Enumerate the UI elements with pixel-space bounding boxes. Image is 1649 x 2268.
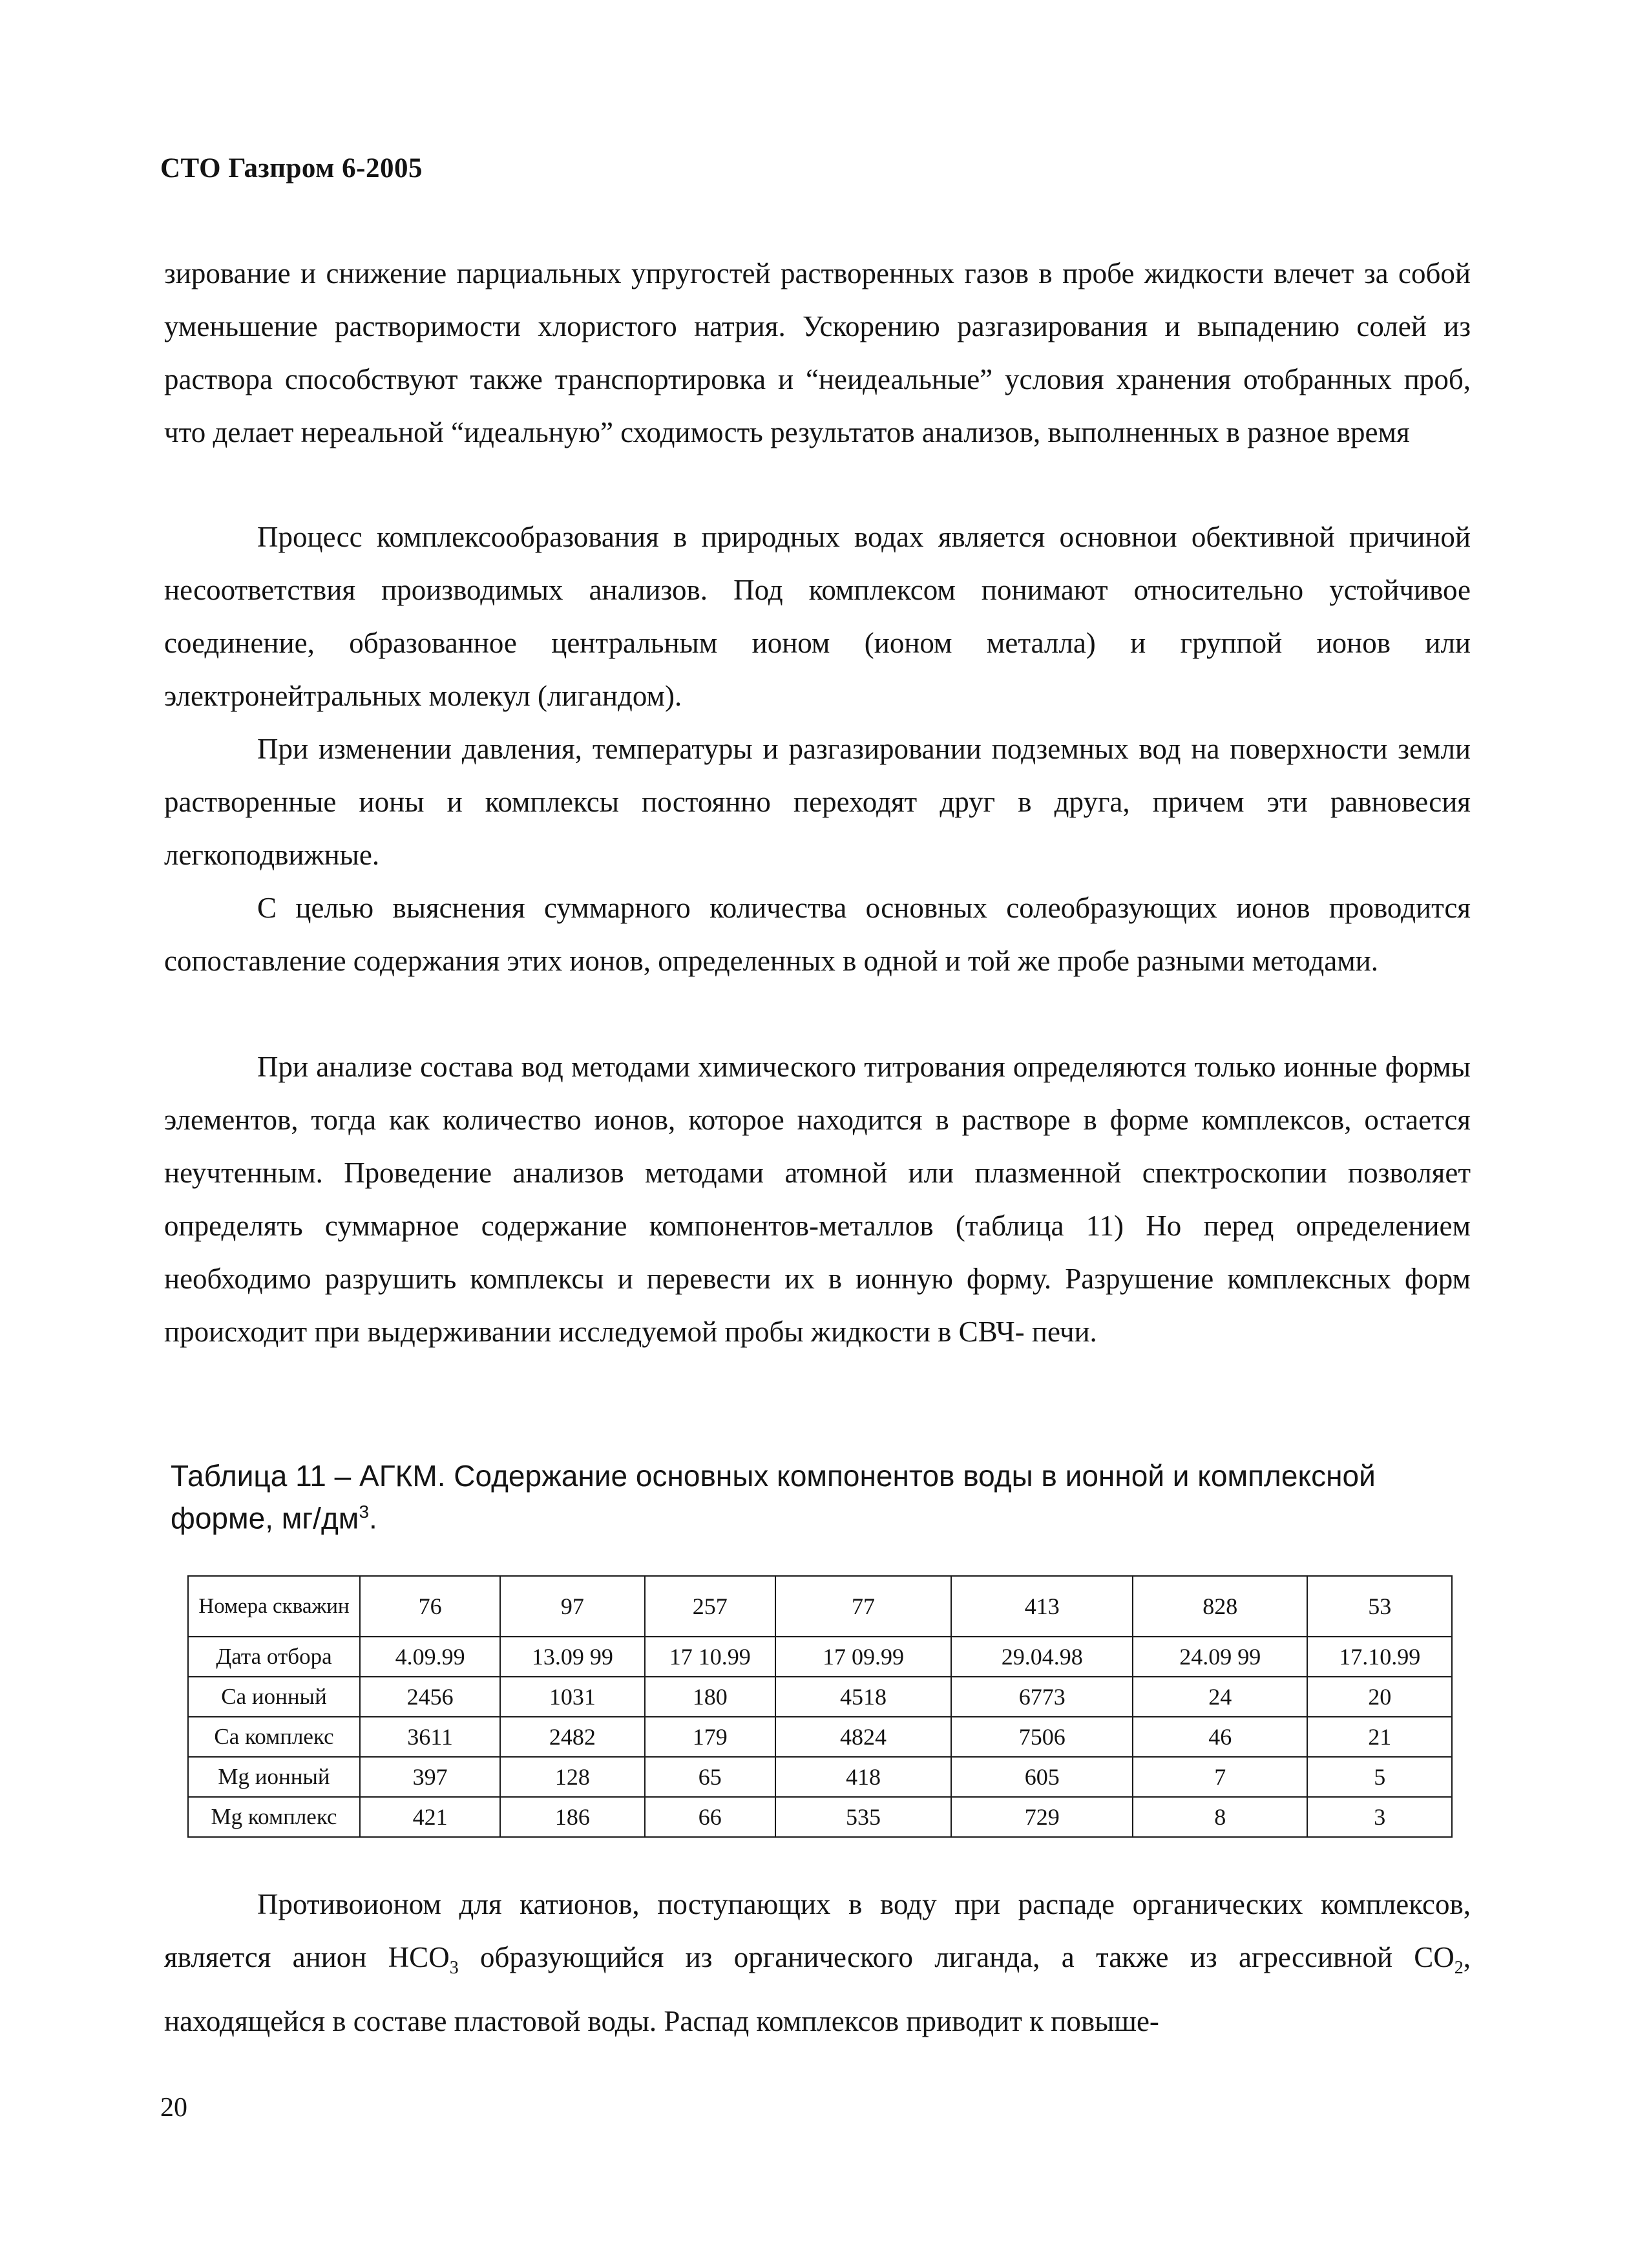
table-caption-end: . xyxy=(369,1501,377,1535)
table-cell: 66 xyxy=(645,1797,775,1837)
table-row xyxy=(188,1637,1452,1677)
table-caption-superscript: 3 xyxy=(359,1502,370,1522)
table-row-label: Mg комплекс xyxy=(188,1797,360,1837)
table-cell: 4824 xyxy=(775,1717,951,1757)
table-header-cell: 76 xyxy=(360,1576,500,1637)
table-cell: 65 xyxy=(645,1757,775,1797)
table-cell: 46 xyxy=(1133,1717,1307,1757)
paragraph-5: При анализе состава вод методами химического титрования определяются только ионные формы элементов, тогда как количество ионов, которое находится в растворе в форме комплексов, остается неучтенным. Проведение анализов методами атомной или плазменной спектроскопии позволяет определять суммарное содержание компонентов-металлов (таблица 11) Но перед определением необходимо разрушить комплексы и перевести их в ионную форму. Разрушение комплексных форм происходит при выдерживании исследуемой пробы жидкости в СВЧ- печи. xyxy=(164,1051,1471,1348)
table-caption xyxy=(171,1458,1469,1536)
table-row xyxy=(188,1677,1452,1717)
paragraph-1: зирование и снижение парциальных упругостей растворенных газов в пробе жидкости влечет за собой уменьшение растворимости хлористого натрия. Ускорению разгазирования и выпадению солей из раствора способствуют также транспортировка и “неидеальные” условия хранения отобранных проб, что делает нереальной “идеальную” сходимость результатов анализов, выполненных в разное время xyxy=(164,257,1471,448)
table-cell: 3611 xyxy=(360,1717,500,1757)
document-header: СТО Газпром 6-2005 xyxy=(160,153,423,184)
table-cell: 24 xyxy=(1133,1677,1307,1717)
table-cell: 2482 xyxy=(500,1717,644,1757)
table-cell: 418 xyxy=(775,1757,951,1797)
table-cell: 13.09 99 xyxy=(500,1637,644,1677)
table-caption-text: Таблица 11 – АГКМ. Содержание основных компонентов воды в ионной и комплексной форме, мг/дм xyxy=(171,1459,1376,1535)
table-cell: 17 10.99 xyxy=(645,1637,775,1677)
paragraph-6 xyxy=(164,1878,1471,2048)
table-cell: 17.10.99 xyxy=(1307,1637,1452,1677)
table-header-cell: 97 xyxy=(500,1576,644,1637)
table-cell: 180 xyxy=(645,1677,775,1717)
co2-subscript: 2 xyxy=(1454,1958,1464,1978)
table-cell: 8 xyxy=(1133,1797,1307,1837)
table-cell: 5 xyxy=(1307,1757,1452,1797)
components-table xyxy=(187,1575,1453,1838)
table-row xyxy=(188,1797,1452,1837)
paragraph-6-part-2: образующийся из органического лиганда, а также из агрессивной СО xyxy=(458,1941,1455,1973)
table-row xyxy=(188,1717,1452,1757)
table-header-cell: 77 xyxy=(775,1576,951,1637)
table-header-cell: 828 xyxy=(1133,1576,1307,1637)
table-cell: 3 xyxy=(1307,1797,1452,1837)
table-row-label: Mg ионный xyxy=(188,1757,360,1797)
table-cell: 4518 xyxy=(775,1677,951,1717)
table-header-cell: 413 xyxy=(951,1576,1133,1637)
table-header-label: Номера скважин xyxy=(188,1576,360,1637)
table-header-cell: 257 xyxy=(645,1576,775,1637)
table-cell: 17 09.99 xyxy=(775,1637,951,1677)
table-cell: 20 xyxy=(1307,1677,1452,1717)
table-cell: 186 xyxy=(500,1797,644,1837)
table-cell: 421 xyxy=(360,1797,500,1837)
table-cell: 1031 xyxy=(500,1677,644,1717)
table-row-label: Дата отбора xyxy=(188,1637,360,1677)
table-cell: 6773 xyxy=(951,1677,1133,1717)
table-cell: 179 xyxy=(645,1717,775,1757)
table-row xyxy=(188,1757,1452,1797)
paragraph-2: Процесс комплексообразования в природных водах является основнои обективной причиной несоответствия производимых анализов. Под комплексом понимают относительно устойчивое соединение, образованное центральным ионом (ионом металла) и группой ионов или электронейтральных молекул (лигандом). xyxy=(164,521,1471,712)
table-cell: 7 xyxy=(1133,1757,1307,1797)
table-cell: 4.09.99 xyxy=(360,1637,500,1677)
table-cell: 2456 xyxy=(360,1677,500,1717)
paragraph-6-part-3: , находящейся в составе пластовой воды. Распад комплексов приводит к повыше- xyxy=(164,1941,1471,2037)
table-row-label: Са комплекс xyxy=(188,1717,360,1757)
table-cell: 24.09 99 xyxy=(1133,1637,1307,1677)
paragraph-4: С целью выяснения суммарного количества основных солеобразующих ионов проводится сопоставление содержания этих ионов, определенных в одной и той же пробе разными методами. xyxy=(164,892,1471,977)
paragraph-3: При изменении давления, температуры и разгазировании подземных вод на поверхности земли растворенные ионы и комплексы постоянно переходят друг в друга, причем эти равновесия легкоподвижные. xyxy=(164,733,1471,871)
table-cell: 605 xyxy=(951,1757,1133,1797)
table-cell: 29.04.98 xyxy=(951,1637,1133,1677)
table-cell: 128 xyxy=(500,1757,644,1797)
table-header-row xyxy=(188,1576,1452,1637)
table-cell: 21 xyxy=(1307,1717,1452,1757)
table-row-label: Са ионный xyxy=(188,1677,360,1717)
hco3-subscript: 3 xyxy=(449,1958,459,1978)
table-header-cell: 53 xyxy=(1307,1576,1452,1637)
table-body xyxy=(188,1576,1452,1837)
paragraph-6-part-1: Противоионом для катионов, поступающих в воду при распаде органических комплексов, является анион НСО xyxy=(164,1888,1471,1973)
page-number: 20 xyxy=(160,2093,187,2123)
table-cell: 397 xyxy=(360,1757,500,1797)
table-cell: 729 xyxy=(951,1797,1133,1837)
table-cell: 535 xyxy=(775,1797,951,1837)
table-cell: 7506 xyxy=(951,1717,1133,1757)
